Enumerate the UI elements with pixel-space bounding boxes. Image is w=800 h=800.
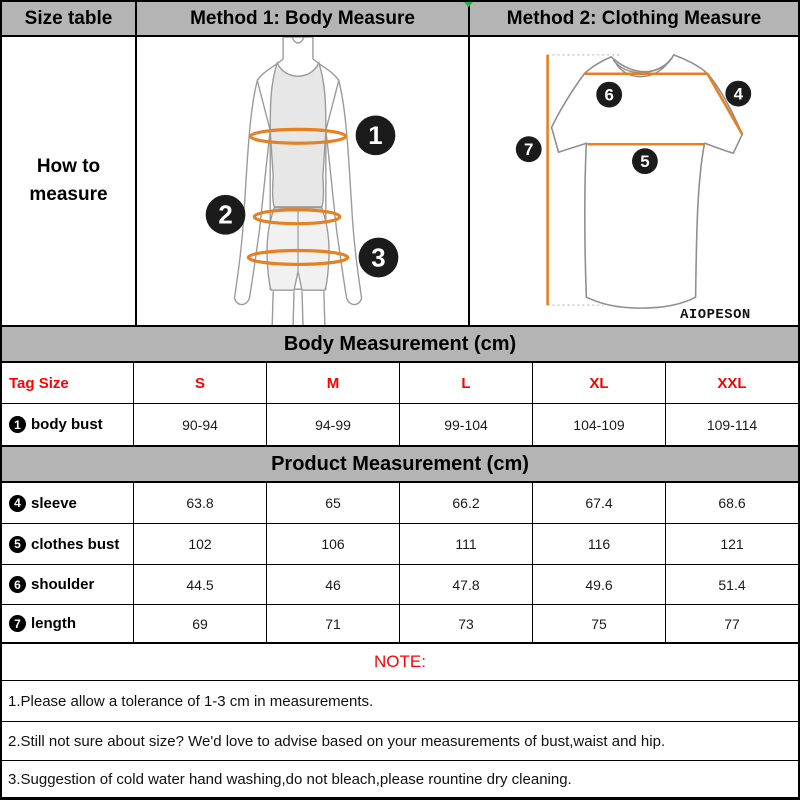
circled-5-icon: 5 <box>9 536 26 553</box>
length-row <box>2 604 798 642</box>
cell-value: 104-109 <box>532 404 665 445</box>
body-figure <box>137 37 468 325</box>
circled-7-icon: 7 <box>9 615 26 632</box>
row-label-text: clothes bust <box>31 535 120 553</box>
cell-value: 66.2 <box>399 483 532 523</box>
note-item-1: 1.Please allow a tolerance of 1-3 cm in measurements. <box>2 680 798 721</box>
cell-value: 102 <box>133 524 266 564</box>
cell-value: 111 <box>399 524 532 564</box>
top-header-row <box>2 2 798 35</box>
shoulder-row <box>2 564 798 604</box>
marker-3-label: 3 <box>371 244 386 273</box>
body-bust-label <box>2 404 133 445</box>
clothing-measure-diagram <box>468 37 798 325</box>
cell-value: 67.4 <box>532 483 665 523</box>
row-label-text: sleeve <box>31 494 77 512</box>
size-column-l: L <box>399 363 532 403</box>
cell-value: 69 <box>133 605 266 642</box>
marker-2-label: 2 <box>218 201 233 230</box>
cell-value: 116 <box>532 524 665 564</box>
row-label-text: shoulder <box>31 576 95 593</box>
size-column-xxl: XXL <box>665 363 798 403</box>
tshirt-figure <box>470 37 798 325</box>
note-item-2: 2.Still not sure about size? We'd love to advise based on your measurements of bust,waist and hip. <box>2 721 798 760</box>
marker-4-label: 4 <box>733 84 743 104</box>
cell-value: 73 <box>399 605 532 642</box>
marker-6-label: 6 <box>604 85 614 105</box>
how-to-measure-label: How to measure <box>29 156 108 205</box>
body-measurement-title: Body Measurement (cm) <box>2 325 798 363</box>
body-measure-diagram <box>135 37 468 325</box>
cell-value: 99-104 <box>399 404 532 445</box>
cell-value: 77 <box>665 605 798 642</box>
sleeve-row <box>2 483 798 523</box>
legs <box>272 291 325 325</box>
method2-header: Method 2: Clothing Measure <box>468 2 798 35</box>
note-title: NOTE: <box>2 642 798 680</box>
left-arm <box>234 81 270 305</box>
size-column-xl: XL <box>532 363 665 403</box>
marker-1-label: 1 <box>368 122 383 151</box>
size-column-m: M <box>266 363 399 403</box>
row-label-text: length <box>31 615 76 632</box>
right-arm <box>326 81 362 305</box>
brand-text: AIOPESON <box>680 307 751 324</box>
marker-7-label: 7 <box>524 140 534 160</box>
cell-value: 65 <box>266 483 399 523</box>
circled-4-icon: 4 <box>9 495 26 512</box>
how-to-measure-row <box>2 35 798 325</box>
circled-6-icon: 6 <box>9 576 26 593</box>
length-label <box>2 605 133 642</box>
note-item-3: 3.Suggestion of cold water hand washing,do not bleach,please rountine dry cleaning. <box>2 760 798 797</box>
cell-value: 68.6 <box>665 483 798 523</box>
marker-5-label: 5 <box>640 152 650 172</box>
shoulder-label <box>2 565 133 604</box>
cell-value: 75 <box>532 605 665 642</box>
cell-value: 90-94 <box>133 404 266 445</box>
tag-size-header: Tag Size <box>9 374 69 392</box>
method1-header: Method 1: Body Measure <box>135 2 468 35</box>
tag-size-row <box>2 363 798 403</box>
row-label-text: body bust <box>31 416 103 433</box>
cell-value: 109-114 <box>665 404 798 445</box>
cell-value: 51.4 <box>665 565 798 604</box>
clothes-bust-row <box>2 523 798 564</box>
product-measurement-title: Product Measurement (cm) <box>2 445 798 483</box>
clothes-bust-label <box>2 524 133 564</box>
size-column-s: S <box>133 363 266 403</box>
cell-value: 49.6 <box>532 565 665 604</box>
cell-value: 63.8 <box>133 483 266 523</box>
cell-value: 106 <box>266 524 399 564</box>
tank-top <box>270 63 326 207</box>
sleeve-label <box>2 483 133 523</box>
cell-value: 94-99 <box>266 404 399 445</box>
body-bust-row <box>2 403 798 445</box>
cell-value: 71 <box>266 605 399 642</box>
cell-value: 121 <box>665 524 798 564</box>
circled-1-icon: 1 <box>9 416 26 433</box>
cell-value: 44.5 <box>133 565 266 604</box>
cell-value: 47.8 <box>399 565 532 604</box>
cell-value: 46 <box>266 565 399 604</box>
size-table-header: Size table <box>24 7 113 29</box>
tshirt-outline <box>552 55 743 308</box>
